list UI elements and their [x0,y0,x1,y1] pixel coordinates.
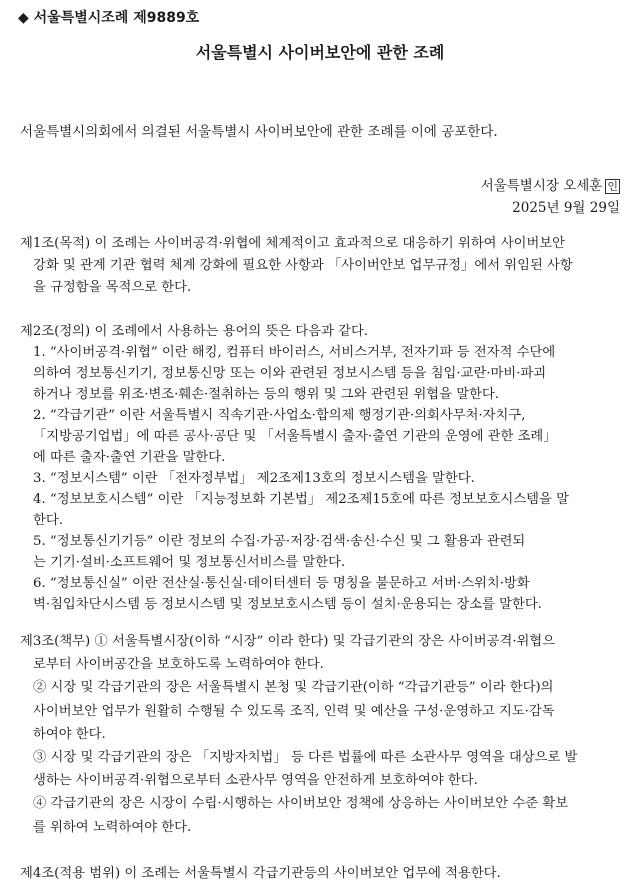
article-heading-line: 제3조(책무) ① 서울특별시장(이하 “시장” 이라 한다) 및 각급기관의 장은 사이버공격·위협으 [20,634,556,649]
article-4 [20,863,625,885]
article-text-line: 는 기기·설비·소프트웨어 및 정보통신서비스를 말한다. [33,555,346,570]
promulgation-statement: 서울특별시의회에서 의결된 서울특별시 사이버보안에 관한 조례를 이에 공포한다. [20,124,498,140]
article-text-line: 1. “사이버공격·위협” 이란 해킹, 컴퓨터 바이러스, 서비스거부, 전자기파 등 전자적 수단에 [33,345,556,360]
article-text-line: 6. “정보통신실” 이란 전산실·통신실·데이터센터 등 명칭을 불문하고 서버·스위치·방화 [33,576,530,591]
ordinance-number-header [18,7,199,27]
article-text-line: 을 규정함을 목적으로 한다. [33,280,192,295]
article-text-line: 의하여 정보통신기기, 정보통신망 또는 이와 관련된 정보시스템 등을 침입·교란·마비·파괴 [33,366,547,381]
article-text-line: ④ 각급기관의 장은 시장이 수립·시행하는 사이버보안 정책에 상응하는 사이버보안 수준 확보 [33,796,569,812]
article-text-line: 4. “정보보호시스템” 이란 「지능정보화 기본법」 제2조제15호에 따른 정보보호시스템을 말 [33,492,569,507]
signer-name: 서울특별시장 오세훈 [480,178,603,194]
seal-stamp: 인 [607,180,618,193]
ordinance-number: 서울특별시조례 제9889호 [33,10,200,26]
article-text-line: ② 시장 및 각급기관의 장은 서울특별시 본청 및 각급기관(이하 “각급기관등” 이라 한다)의 [33,680,554,696]
article-text-line: 로부터 사이버공간을 보호하도록 노력하여야 한다. [33,657,324,673]
document-title: 서울특별시 사이버보안에 관한 조례 [195,43,445,62]
article-heading-line: 제1조(목적) 이 조례는 사이버공격·위협에 체계적이고 효과적으로 대응하기 위하여 사이버보안 [20,236,565,251]
article-text-line: 5. “정보통신기기등” 이란 정보의 수집·가공·저장·검색·송신·수신 및 그 활용과 관련되 [33,534,526,549]
article-text-line: 2. “각급기관” 이란 서울특별시 직속기관·사업소·합의제 행정기관·의회사무처·자치구, [33,408,526,423]
article-text-line: 한다. [33,513,63,528]
signature-block [481,175,620,219]
article-text-line: 를 위하여 노력하여야 한다. [33,819,192,835]
article-text-line: 하거나 정보를 위조·변조·훼손·절취하는 등의 행위 및 그와 관련된 위협을 말한다. [33,387,499,402]
article-text-line: 강화 및 관계 기관 협력 체계 강화에 필요한 사항과 「사이버안보 업무규정」에서 위임된 사항 [33,258,573,273]
article-text-line: 하여야 한다. [33,726,106,742]
article-text-line: ③ 시장 및 각급기관의 장은 「지방자치법」 등 다른 법률에 따른 소관사무 영역을 대상으로 발 [33,750,578,766]
article-text-line: 사이버보안 업무가 원활히 수행될 수 있도록 조직, 인력 및 예산을 구성·운영하고 지도·감독 [33,703,555,719]
article-text-line: 3. “정보시스템” 이란 「전자정부법」 제2조제13호의 정보시스템을 말한다. [33,471,475,486]
article-heading-line: 제4조(적용 범위) 이 조례는 서울특별시 각급기관등의 사이버보안 업무에 적용한다. [20,866,501,881]
article-text-line: 「지방공기업법」에 따른 공사·공단 및 「서울특별시 출자·출연 기관의 운영에 관한 조례」 [33,429,557,444]
article-2 [20,321,625,615]
article-3 [20,630,625,839]
article-text-line: 벽·침입차단시스템 등 정보시스템 및 정보보호시스템 등이 설치·운용되는 장소를 말한다. [33,597,542,612]
article-heading-line: 제2조(정의) 이 조례에서 사용하는 용어의 뜻은 다음과 같다. [20,324,369,339]
promulgation-date: 2025년 9월 29일 [512,200,620,216]
article-1 [20,233,625,299]
article-text-line: 에 따른 출자·출연 기관을 말한다. [33,450,226,465]
article-text-line: 생하는 사이버공격·위협으로부터 소관사무 영역을 안전하게 보호하여야 한다. [33,773,478,789]
diamond-marker-icon: ◆ [18,10,29,26]
